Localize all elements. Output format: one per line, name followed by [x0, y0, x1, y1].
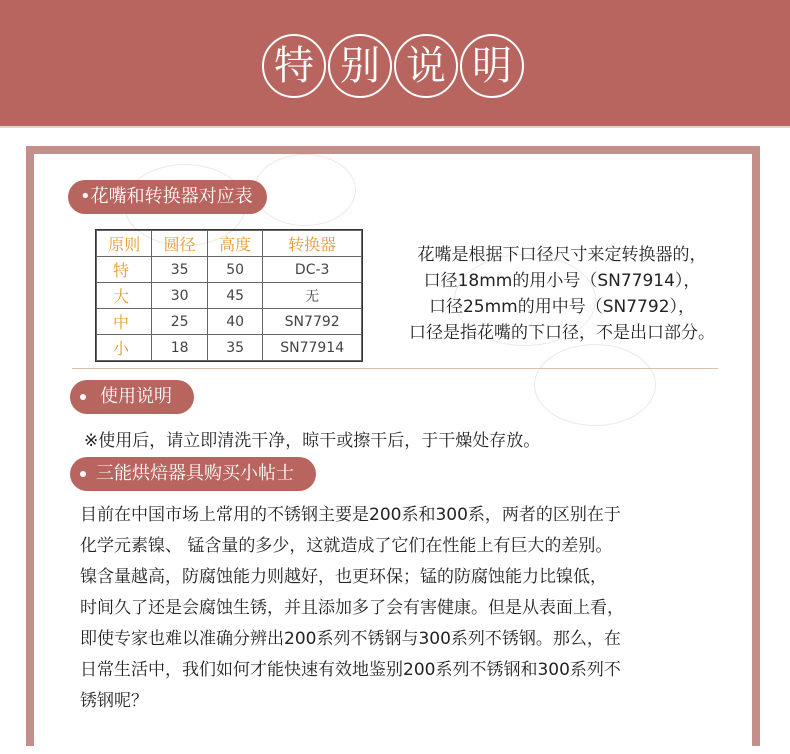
title-char: 特 — [262, 34, 326, 98]
table-cell: SN7792 — [263, 309, 362, 335]
paragraph-line: 即使专家也难以准确分辨出200系列不锈钢与300系列不锈钢。那么，在 — [80, 629, 621, 649]
table-cell: 无 — [263, 283, 362, 309]
paragraph-line: 目前在中国市场上常用的不锈钢主要是200系和300系，两者的区别在于 — [80, 505, 621, 525]
conversion-note — [384, 242, 740, 346]
table-cell: 大 — [97, 283, 152, 309]
decorative-swirl — [534, 344, 656, 426]
title-char: 别 — [328, 34, 392, 98]
section-heading-tips — [70, 457, 316, 491]
conversion-table — [95, 229, 363, 362]
title-char: 说 — [394, 34, 458, 98]
note-line: 口径25mm的用中号（SN7792）， — [428, 297, 696, 317]
note-line: 口径18mm的用小号（SN77914）， — [423, 271, 701, 291]
bullet-icon — [80, 394, 86, 400]
section-heading-label: 使用说明 — [100, 386, 172, 407]
usage-text: ※使用后，请立即清洗干净，晾干或擦干后，于干燥处存放。 — [84, 431, 541, 451]
note-line: 口径是指花嘴的下口径，不是出口部分。 — [409, 323, 715, 343]
table-cell: 小 — [97, 335, 152, 361]
table-cell: DC-3 — [263, 257, 362, 283]
table-cell: 35 — [207, 335, 262, 361]
table-row — [97, 309, 362, 335]
section-divider — [72, 368, 718, 369]
table-row — [97, 335, 362, 361]
decorative-swirl — [254, 154, 356, 226]
paragraph-line: 镍含量越高，防腐蚀能力则越好，也更环保；锰的防腐蚀能力比镍低， — [80, 567, 607, 587]
table-cell: 35 — [152, 257, 207, 283]
paragraph-line: 日常生活中，我们如何才能快速有效地鉴别200系列不锈钢和300系列不 — [80, 660, 621, 680]
table-header-cell: 高度 — [207, 231, 262, 257]
section-heading-label: •花嘴和转换器对应表 — [80, 186, 253, 207]
table-header-row — [97, 231, 362, 257]
paragraph-line: 化学元素镍、 锰含量的多少，这就造成了它们在性能上有巨大的差别。 — [80, 536, 613, 556]
banner-divider — [0, 126, 790, 128]
tips-paragraph — [80, 500, 720, 717]
title-char: 明 — [460, 34, 524, 98]
table-cell: 中 — [97, 309, 152, 335]
paragraph-line: 时间久了还是会腐蚀生锈，并且添加多了会有害健康。但是从表面上看， — [80, 598, 624, 618]
table-header-cell: 圆径 — [152, 231, 207, 257]
note-line: 花嘴是根据下口径尺寸来定转换器的， — [417, 245, 707, 265]
table-row — [97, 283, 362, 309]
table-header-cell: 原则 — [97, 231, 152, 257]
section-heading-label: 三能烘焙器具购买小帖士 — [96, 463, 294, 484]
table-cell: SN77914 — [263, 335, 362, 361]
section-heading-conversion — [68, 180, 267, 214]
table-cell: 30 — [152, 283, 207, 309]
table-header-cell: 转换器 — [263, 231, 362, 257]
table-cell: 18 — [152, 335, 207, 361]
table-cell: 40 — [207, 309, 262, 335]
page-title — [262, 34, 524, 100]
table-cell: 45 — [207, 283, 262, 309]
paragraph-line: 锈钢呢？ — [80, 691, 148, 711]
section-heading-usage — [70, 380, 194, 414]
table-cell: 25 — [152, 309, 207, 335]
bullet-icon — [80, 471, 86, 477]
table-cell: 特 — [97, 257, 152, 283]
table-cell: 50 — [207, 257, 262, 283]
table-row — [97, 257, 362, 283]
